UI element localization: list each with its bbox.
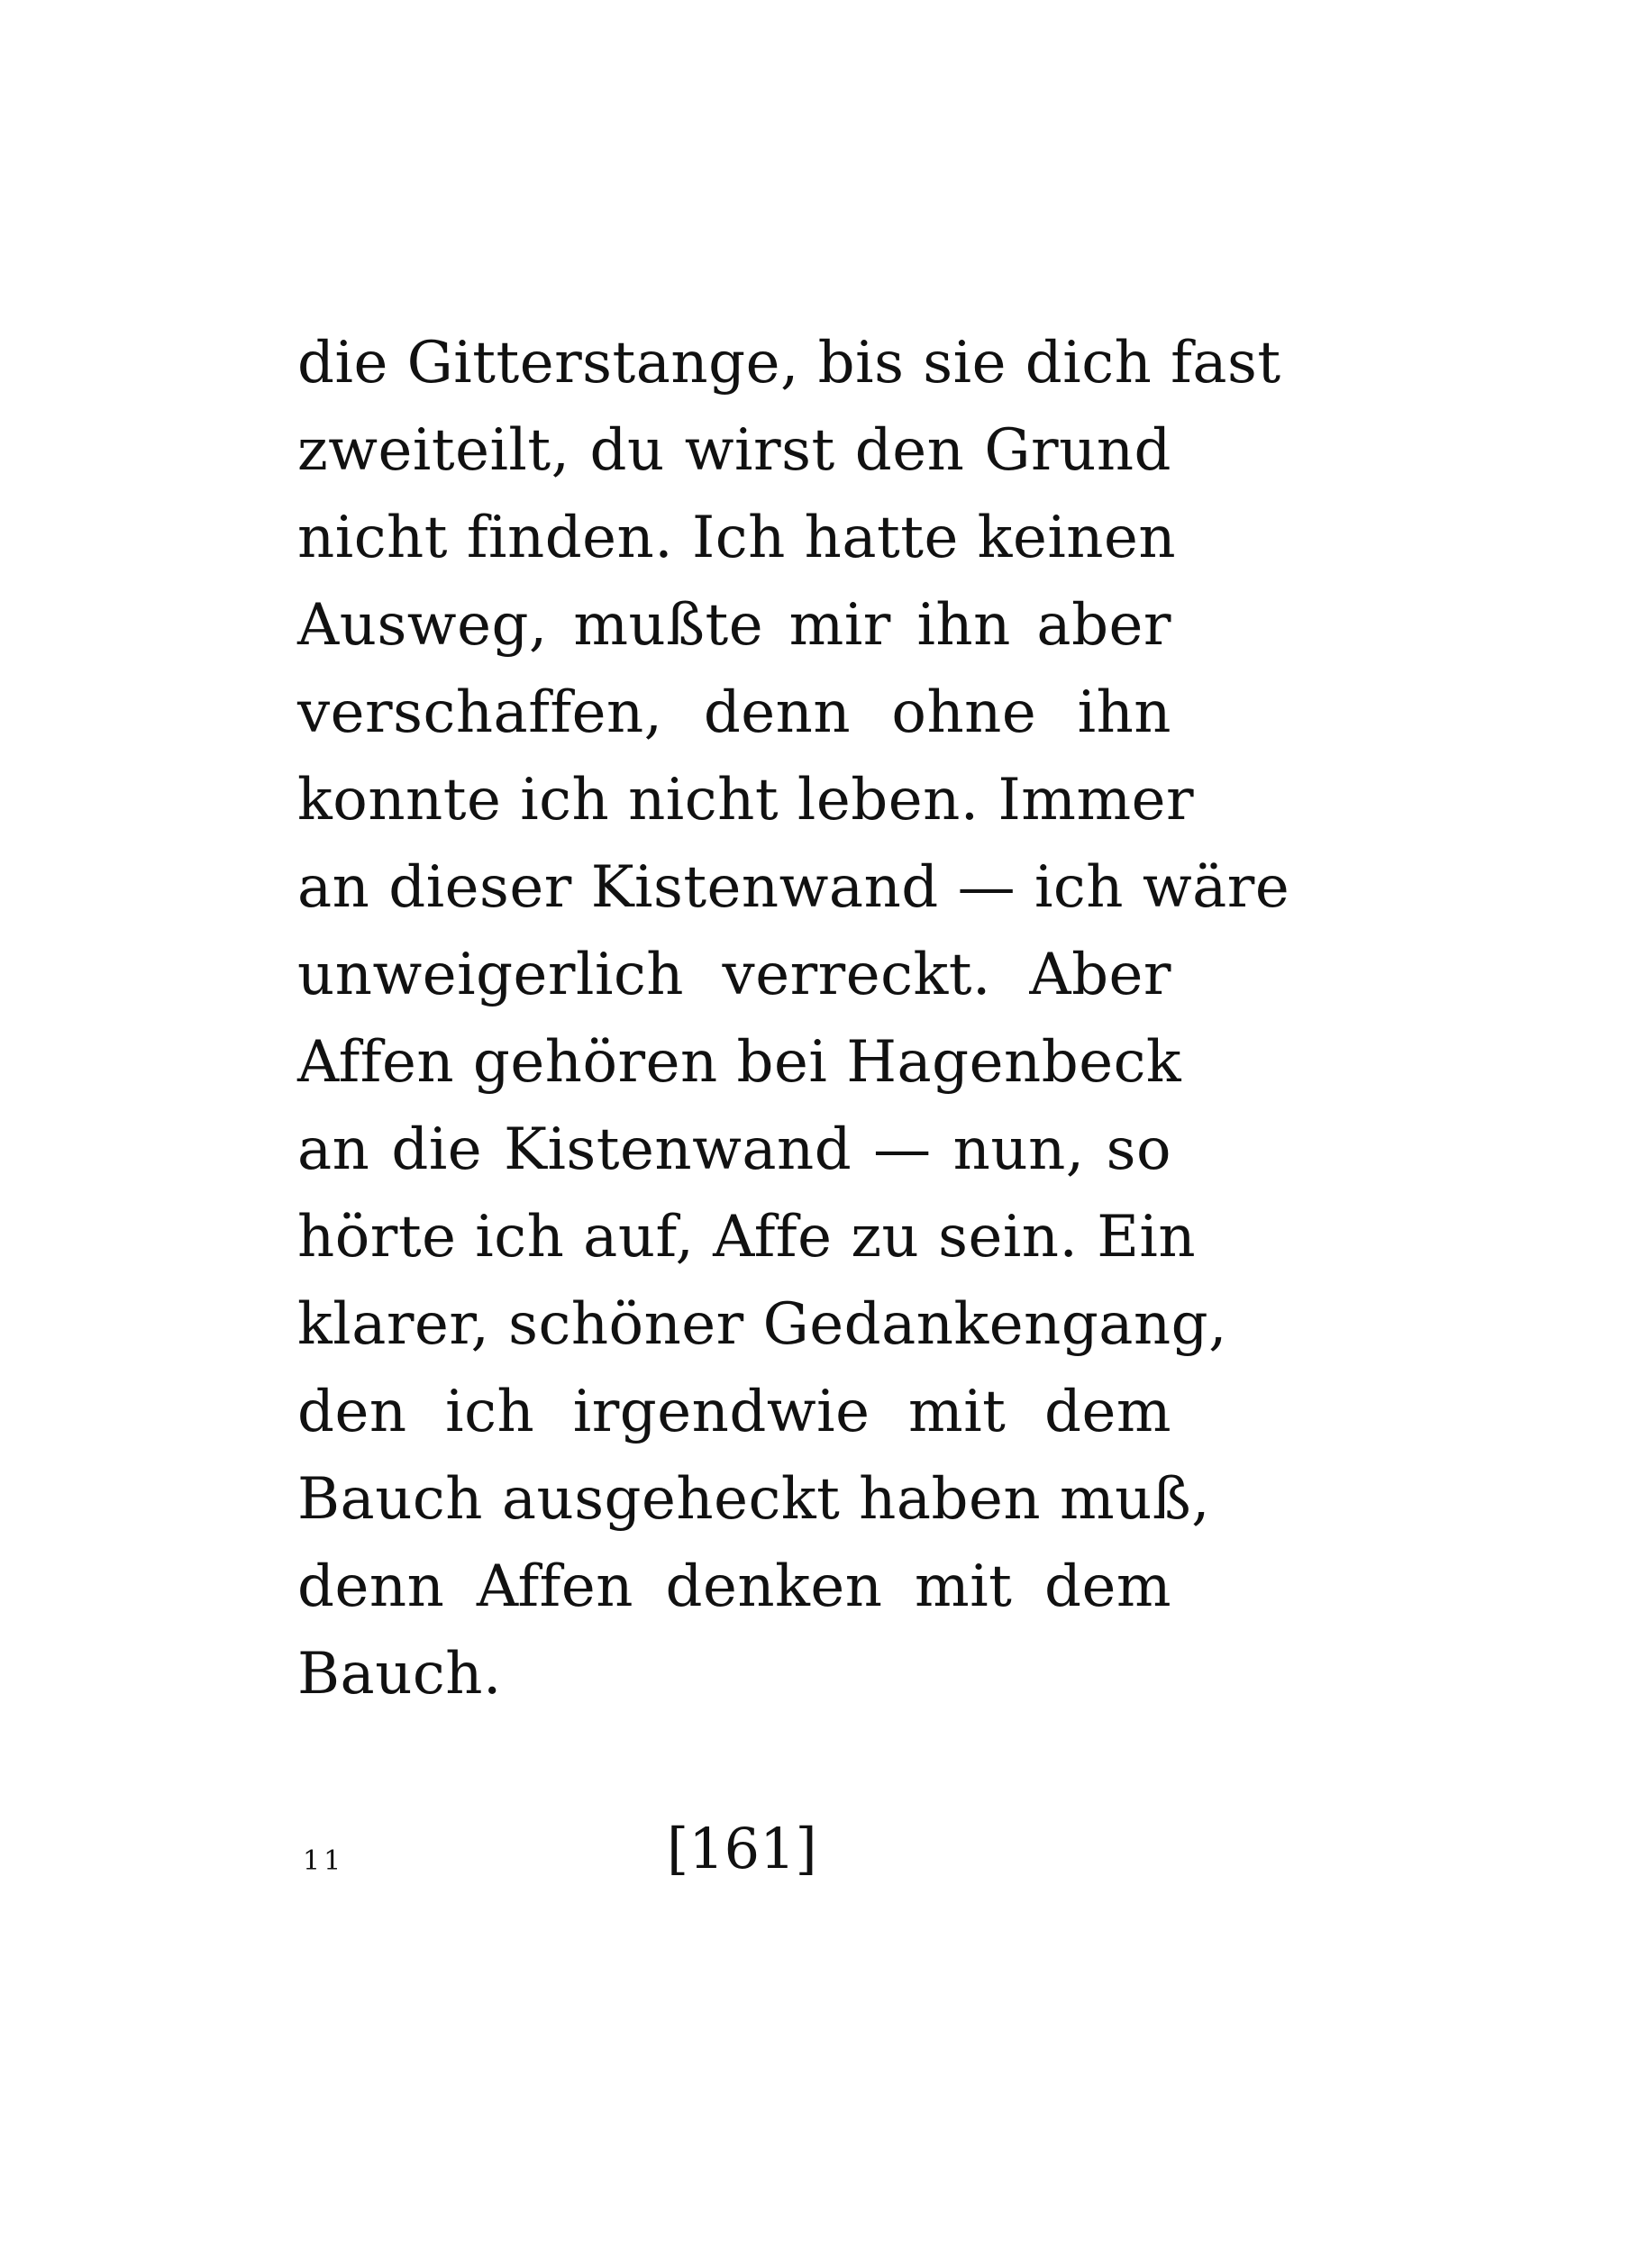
body-text [297,320,1290,1718]
text-line: konnte ich nicht leben. Immer [297,767,1195,833]
text-line: zweiteilt, du wirst den Grund [297,417,1171,484]
text-line: Affen gehören bei Hagenbeck [297,1029,1182,1096]
text-line: an die Kistenwand — nun, so [297,1116,1171,1183]
signature-mark: 11 [303,1845,345,1877]
text-line: Bauch ausgeheckt haben muß, [297,1466,1210,1533]
text-line: nicht finden. Ich hatte keinen [297,505,1177,571]
text-line: die Gitterstange, bis sie dich fast [297,330,1281,396]
text-line: Ausweg, mußte mir ihn aber [297,592,1171,659]
text-line: Bauch. [297,1641,502,1708]
page-number: [161] [667,1816,817,1881]
text-line: verschaffen, denn ohne ihn [297,679,1171,746]
text-line: den ich irgendwie mit dem [297,1379,1171,1445]
text-line: denn Affen denken mit dem [297,1553,1171,1620]
text-line: klarer, schöner Gedankengang, [297,1291,1227,1358]
text-line: an dieser Kistenwand — ich wäre [297,854,1290,921]
text-line: unweigerlich verreckt. Aber [297,942,1171,1008]
text-line: hörte ich auf, Affe zu sein. Ein [297,1204,1197,1271]
